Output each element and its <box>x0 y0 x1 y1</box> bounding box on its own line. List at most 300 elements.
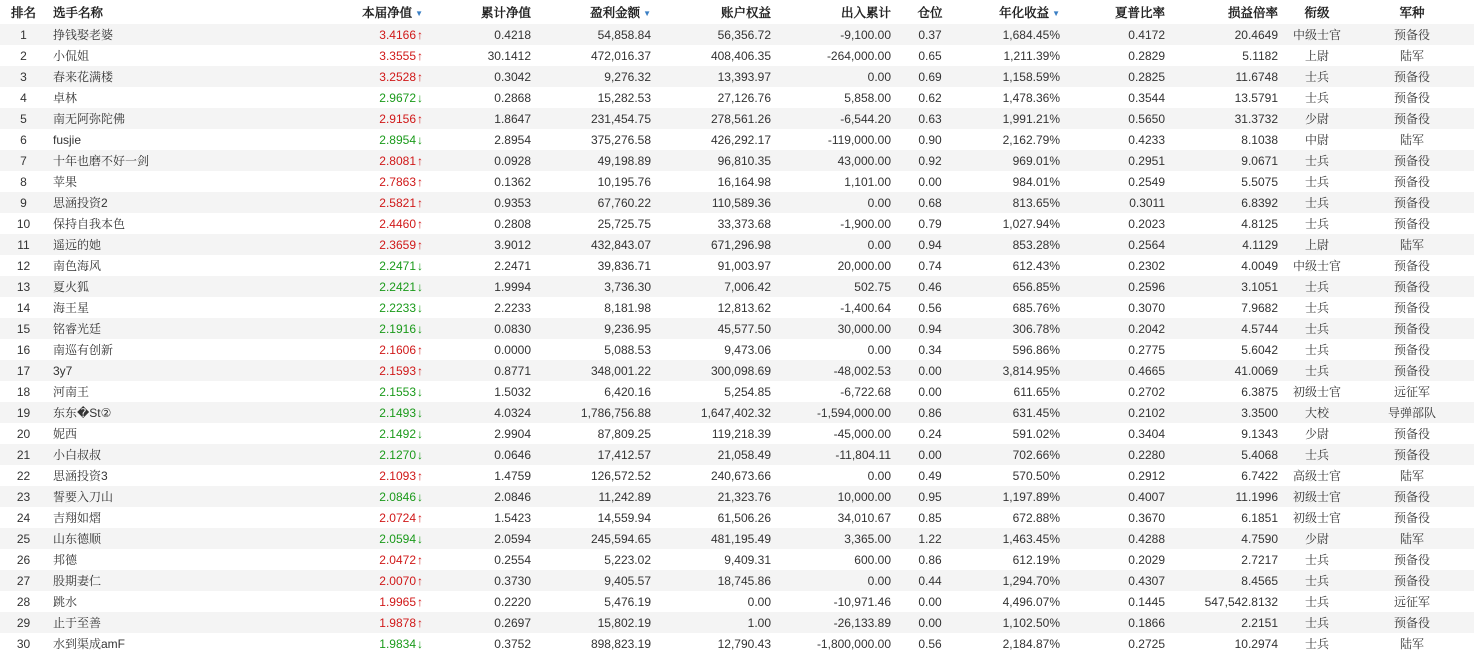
sharpe-cell: 0.4307 <box>1066 570 1171 591</box>
annual-return-cell: 1,158.59% <box>963 66 1066 87</box>
rank-title-cell: 士兵 <box>1284 591 1350 612</box>
pl-ratio-cell: 4.1129 <box>1171 234 1284 255</box>
position-cell: 0.65 <box>897 45 963 66</box>
branch-cell: 远征军 <box>1350 381 1474 402</box>
green-down-arrow-icon: ↓ <box>417 384 423 399</box>
rank-title-cell: 士兵 <box>1284 276 1350 297</box>
inout-cell: 0.00 <box>777 570 897 591</box>
position-cell: 0.86 <box>897 402 963 423</box>
current-nav-cell <box>247 87 429 108</box>
player-name-link[interactable]: 海王星 <box>47 297 247 318</box>
table-row[interactable] <box>0 507 1474 528</box>
red-up-arrow-icon: ↑ <box>417 111 423 126</box>
red-up-arrow-icon: ↑ <box>417 615 423 630</box>
table-row[interactable] <box>0 549 1474 570</box>
rank-cell: 27 <box>0 570 47 591</box>
player-name-link[interactable]: 夏火狐 <box>47 276 247 297</box>
branch-cell: 预备役 <box>1350 24 1474 45</box>
sort-desc-icon[interactable]: ▼ <box>415 9 423 19</box>
red-up-arrow-icon: ↑ <box>417 510 423 525</box>
current-nav-value: 2.1493 <box>379 405 416 420</box>
annual-return-cell: 612.43% <box>963 255 1066 276</box>
red-up-arrow-icon: ↑ <box>417 48 423 63</box>
branch-cell: 陆军 <box>1350 465 1474 486</box>
annual-return-cell: 591.02% <box>963 423 1066 444</box>
player-name-link[interactable]: 南无阿弥陀佛 <box>47 108 247 129</box>
player-name-link[interactable]: 邦德 <box>47 549 247 570</box>
cumulative-nav-cell: 1.5423 <box>429 507 537 528</box>
branch-cell: 陆军 <box>1350 234 1474 255</box>
sharpe-cell: 0.4233 <box>1066 129 1171 150</box>
player-name-link[interactable]: 南色海风 <box>47 255 247 276</box>
sharpe-cell: 0.2775 <box>1066 339 1171 360</box>
player-name-link[interactable]: 挣钱娶老婆 <box>47 24 247 45</box>
player-name-link[interactable]: 东东�St② <box>47 402 247 423</box>
sharpe-cell: 0.1866 <box>1066 612 1171 633</box>
sort-desc-icon[interactable]: ▼ <box>1052 9 1060 19</box>
green-down-arrow-icon: ↓ <box>417 636 423 651</box>
profit-cell: 9,405.57 <box>537 570 657 591</box>
player-name-link[interactable]: 保持自我本色 <box>47 213 247 234</box>
profit-cell: 1,786,756.88 <box>537 402 657 423</box>
current-nav-cell <box>247 234 429 255</box>
current-nav-value: 3.3555 <box>379 48 416 63</box>
table-row[interactable] <box>0 255 1474 276</box>
branch-cell: 陆军 <box>1350 528 1474 549</box>
rank-cell: 19 <box>0 402 47 423</box>
profit-cell: 17,412.57 <box>537 444 657 465</box>
branch-cell: 预备役 <box>1350 360 1474 381</box>
position-cell: 0.85 <box>897 507 963 528</box>
profit-cell: 9,236.95 <box>537 318 657 339</box>
profit-cell: 14,559.94 <box>537 507 657 528</box>
current-nav-cell <box>247 318 429 339</box>
table-row[interactable] <box>0 612 1474 633</box>
branch-cell: 预备役 <box>1350 486 1474 507</box>
position-cell: 0.00 <box>897 381 963 402</box>
rank-cell: 8 <box>0 171 47 192</box>
rank-cell: 14 <box>0 297 47 318</box>
sharpe-cell: 0.1445 <box>1066 591 1171 612</box>
table-row[interactable] <box>0 381 1474 402</box>
table-row[interactable] <box>0 66 1474 87</box>
pl-ratio-cell: 5.6042 <box>1171 339 1284 360</box>
cumulative-nav-cell: 2.2233 <box>429 297 537 318</box>
branch-cell: 预备役 <box>1350 276 1474 297</box>
position-cell: 0.90 <box>897 129 963 150</box>
branch-cell: 预备役 <box>1350 108 1474 129</box>
red-up-arrow-icon: ↑ <box>417 69 423 84</box>
profit-cell: 11,242.89 <box>537 486 657 507</box>
profit-cell: 245,594.65 <box>537 528 657 549</box>
profit-cell: 87,809.25 <box>537 423 657 444</box>
table-row[interactable] <box>0 465 1474 486</box>
red-up-arrow-icon: ↑ <box>417 594 423 609</box>
branch-cell: 预备役 <box>1350 549 1474 570</box>
branch-cell: 预备役 <box>1350 612 1474 633</box>
equity-cell: 408,406.35 <box>657 45 777 66</box>
position-cell: 0.37 <box>897 24 963 45</box>
rank-title-cell: 初级士官 <box>1284 381 1350 402</box>
header-current-nav[interactable]: 本届净值 ▼ <box>362 6 423 20</box>
pl-ratio-cell: 41.0069 <box>1171 360 1284 381</box>
position-cell: 0.63 <box>897 108 963 129</box>
branch-cell: 预备役 <box>1350 171 1474 192</box>
table-row[interactable] <box>0 24 1474 45</box>
header-annual-return[interactable]: 年化收益 ▼ <box>999 6 1060 20</box>
rank-title-cell: 士兵 <box>1284 213 1350 234</box>
current-nav-value: 1.9834 <box>379 636 416 651</box>
inout-cell: 0.00 <box>777 234 897 255</box>
table-row[interactable] <box>0 444 1474 465</box>
table-row[interactable] <box>0 633 1474 654</box>
cumulative-nav-cell: 0.0928 <box>429 150 537 171</box>
table-row[interactable] <box>0 234 1474 255</box>
annual-return-cell: 306.78% <box>963 318 1066 339</box>
cumulative-nav-cell: 0.3730 <box>429 570 537 591</box>
pl-ratio-cell: 20.4649 <box>1171 24 1284 45</box>
branch-cell: 预备役 <box>1350 339 1474 360</box>
pl-ratio-cell: 4.7590 <box>1171 528 1284 549</box>
annual-return-cell: 853.28% <box>963 234 1066 255</box>
table-row[interactable] <box>0 150 1474 171</box>
profit-cell: 375,276.58 <box>537 129 657 150</box>
header-profit[interactable]: 盈利金额 ▼ <box>590 6 651 20</box>
current-nav-cell <box>247 150 429 171</box>
current-nav-value: 2.5821 <box>379 195 416 210</box>
current-nav-cell <box>247 297 429 318</box>
cumulative-nav-cell: 0.3042 <box>429 66 537 87</box>
annual-return-cell: 969.01% <box>963 150 1066 171</box>
annual-return-cell: 1,027.94% <box>963 213 1066 234</box>
sharpe-cell: 0.3011 <box>1066 192 1171 213</box>
rank-cell: 16 <box>0 339 47 360</box>
current-nav-value: 2.1553 <box>379 384 416 399</box>
profit-cell: 8,181.98 <box>537 297 657 318</box>
current-nav-cell <box>247 528 429 549</box>
header-equity: 账户权益 <box>720 6 771 20</box>
pl-ratio-cell: 6.8392 <box>1171 192 1284 213</box>
equity-cell: 278,561.26 <box>657 108 777 129</box>
rank-title-cell: 高级士官 <box>1284 465 1350 486</box>
rank-title-cell: 士兵 <box>1284 444 1350 465</box>
rank-title-cell: 士兵 <box>1284 150 1350 171</box>
equity-cell: 16,164.98 <box>657 171 777 192</box>
rank-cell: 18 <box>0 381 47 402</box>
current-nav-value: 2.8081 <box>379 153 416 168</box>
pl-ratio-cell: 6.7422 <box>1171 465 1284 486</box>
table-row[interactable] <box>0 276 1474 297</box>
player-name-link[interactable]: 思涵投资2 <box>47 192 247 213</box>
cumulative-nav-cell: 1.9994 <box>429 276 537 297</box>
header-position: 仓位 <box>917 6 943 20</box>
inout-cell: -1,800,000.00 <box>777 633 897 654</box>
current-nav-value: 3.2528 <box>379 69 416 84</box>
player-name-link[interactable]: 止于至善 <box>47 612 247 633</box>
red-up-arrow-icon: ↑ <box>417 195 423 210</box>
player-name-link[interactable]: fusjie <box>47 129 247 150</box>
branch-cell: 预备役 <box>1350 507 1474 528</box>
annual-return-cell: 1,294.70% <box>963 570 1066 591</box>
table-row[interactable] <box>0 45 1474 66</box>
rank-cell: 26 <box>0 549 47 570</box>
rank-title-cell: 少尉 <box>1284 108 1350 129</box>
inout-cell: -1,400.64 <box>777 297 897 318</box>
current-nav-value: 2.0846 <box>379 489 416 504</box>
rank-title-cell: 士兵 <box>1284 570 1350 591</box>
profit-cell: 5,476.19 <box>537 591 657 612</box>
table-row[interactable] <box>0 171 1474 192</box>
sharpe-cell: 0.2549 <box>1066 171 1171 192</box>
equity-cell: 91,003.97 <box>657 255 777 276</box>
sharpe-cell: 0.2302 <box>1066 255 1171 276</box>
player-name-link[interactable]: 卓林 <box>47 87 247 108</box>
rank-cell: 4 <box>0 87 47 108</box>
profit-cell: 39,836.71 <box>537 255 657 276</box>
header-branch: 军种 <box>1399 6 1425 20</box>
table-row[interactable] <box>0 318 1474 339</box>
pl-ratio-cell: 5.4068 <box>1171 444 1284 465</box>
player-name-link[interactable]: 春来花满楼 <box>47 66 247 87</box>
header-row <box>0 0 1474 24</box>
header-inout: 出入累计 <box>840 6 891 20</box>
position-cell: 0.00 <box>897 360 963 381</box>
green-down-arrow-icon: ↓ <box>417 279 423 294</box>
inout-cell: -264,000.00 <box>777 45 897 66</box>
equity-cell: 21,323.76 <box>657 486 777 507</box>
rank-title-cell: 中级士官 <box>1284 24 1350 45</box>
inout-cell: 600.00 <box>777 549 897 570</box>
branch-cell: 预备役 <box>1350 570 1474 591</box>
current-nav-cell <box>247 255 429 276</box>
equity-cell: 18,745.86 <box>657 570 777 591</box>
current-nav-value: 2.2421 <box>379 279 416 294</box>
rank-title-cell: 中尉 <box>1284 129 1350 150</box>
profit-cell: 15,282.53 <box>537 87 657 108</box>
equity-cell: 12,813.62 <box>657 297 777 318</box>
sharpe-cell: 0.4288 <box>1066 528 1171 549</box>
cumulative-nav-cell: 0.2697 <box>429 612 537 633</box>
annual-return-cell: 631.45% <box>963 402 1066 423</box>
current-nav-cell <box>247 66 429 87</box>
equity-cell: 56,356.72 <box>657 24 777 45</box>
player-name-link[interactable]: 小侃姐 <box>47 45 247 66</box>
player-name-link[interactable]: 山东德顺 <box>47 528 247 549</box>
position-cell: 0.92 <box>897 150 963 171</box>
position-cell: 0.68 <box>897 192 963 213</box>
rank-cell: 25 <box>0 528 47 549</box>
profit-cell: 126,572.52 <box>537 465 657 486</box>
position-cell: 0.79 <box>897 213 963 234</box>
player-name-link[interactable]: 铭睿光廷 <box>47 318 247 339</box>
rank-title-cell: 士兵 <box>1284 87 1350 108</box>
equity-cell: 671,296.98 <box>657 234 777 255</box>
current-nav-value: 2.0724 <box>379 510 416 525</box>
green-down-arrow-icon: ↓ <box>417 405 423 420</box>
equity-cell: 0.00 <box>657 591 777 612</box>
equity-cell: 45,577.50 <box>657 318 777 339</box>
rank-cell: 13 <box>0 276 47 297</box>
pl-ratio-cell: 2.2151 <box>1171 612 1284 633</box>
pl-ratio-cell: 10.2974 <box>1171 633 1284 654</box>
annual-return-cell: 2,184.87% <box>963 633 1066 654</box>
table-row[interactable] <box>0 360 1474 381</box>
rank-title-cell: 上尉 <box>1284 234 1350 255</box>
table-row[interactable] <box>0 339 1474 360</box>
cumulative-nav-cell: 30.1412 <box>429 45 537 66</box>
rank-cell: 7 <box>0 150 47 171</box>
table-row[interactable] <box>0 129 1474 150</box>
profit-cell: 3,736.30 <box>537 276 657 297</box>
red-up-arrow-icon: ↑ <box>417 237 423 252</box>
red-up-arrow-icon: ↑ <box>417 174 423 189</box>
table-row[interactable] <box>0 108 1474 129</box>
cumulative-nav-cell: 2.0846 <box>429 486 537 507</box>
pl-ratio-cell: 2.7217 <box>1171 549 1284 570</box>
player-name-link[interactable]: 小白叔叔 <box>47 444 247 465</box>
rank-title-cell: 士兵 <box>1284 192 1350 213</box>
inout-cell: 5,858.00 <box>777 87 897 108</box>
rank-cell: 29 <box>0 612 47 633</box>
table-row[interactable] <box>0 591 1474 612</box>
current-nav-cell <box>247 45 429 66</box>
current-nav-cell <box>247 633 429 654</box>
rank-title-cell: 中级士官 <box>1284 255 1350 276</box>
cumulative-nav-cell: 0.0830 <box>429 318 537 339</box>
pl-ratio-cell: 4.0049 <box>1171 255 1284 276</box>
rank-cell: 24 <box>0 507 47 528</box>
current-nav-value: 2.0070 <box>379 573 416 588</box>
cumulative-nav-cell: 0.9353 <box>429 192 537 213</box>
equity-cell: 96,810.35 <box>657 150 777 171</box>
pl-ratio-cell: 3.1051 <box>1171 276 1284 297</box>
player-name-link[interactable]: 妮西 <box>47 423 247 444</box>
green-down-arrow-icon: ↓ <box>417 489 423 504</box>
table-row[interactable] <box>0 423 1474 444</box>
inout-cell: 0.00 <box>777 465 897 486</box>
player-name-link[interactable]: 股期妻仁 <box>47 570 247 591</box>
current-nav-cell <box>247 612 429 633</box>
annual-return-cell: 1,478.36% <box>963 87 1066 108</box>
annual-return-cell: 1,211.39% <box>963 45 1066 66</box>
sharpe-cell: 0.2042 <box>1066 318 1171 339</box>
player-name-link[interactable]: 吉翔如熠 <box>47 507 247 528</box>
table-row[interactable] <box>0 486 1474 507</box>
table-row[interactable] <box>0 402 1474 423</box>
player-name-link[interactable]: 十年也磨不好一剑 <box>47 150 247 171</box>
pl-ratio-cell: 8.4565 <box>1171 570 1284 591</box>
position-cell: 0.86 <box>897 549 963 570</box>
table-row[interactable] <box>0 297 1474 318</box>
current-nav-value: 2.8954 <box>379 132 416 147</box>
current-nav-cell <box>247 129 429 150</box>
profit-cell: 25,725.75 <box>537 213 657 234</box>
profit-cell: 67,760.22 <box>537 192 657 213</box>
current-nav-value: 2.1606 <box>379 342 416 357</box>
sort-desc-icon[interactable]: ▼ <box>643 9 651 19</box>
current-nav-cell <box>247 591 429 612</box>
current-nav-cell <box>247 444 429 465</box>
rank-cell: 9 <box>0 192 47 213</box>
rank-title-cell: 士兵 <box>1284 549 1350 570</box>
player-name-link[interactable]: 水到渠成amF <box>47 633 247 654</box>
table-row[interactable] <box>0 528 1474 549</box>
red-up-arrow-icon: ↑ <box>417 573 423 588</box>
equity-cell: 481,195.49 <box>657 528 777 549</box>
equity-cell: 12,790.43 <box>657 633 777 654</box>
player-name-link[interactable]: 3y7 <box>47 360 247 381</box>
player-name-link[interactable]: 跳水 <box>47 591 247 612</box>
rank-title-cell: 士兵 <box>1284 66 1350 87</box>
current-nav-cell <box>247 423 429 444</box>
rank-title-cell: 大校 <box>1284 402 1350 423</box>
equity-cell: 119,218.39 <box>657 423 777 444</box>
annual-return-cell: 1,102.50% <box>963 612 1066 633</box>
rank-cell: 30 <box>0 633 47 654</box>
player-name-link[interactable]: 思涵投资3 <box>47 465 247 486</box>
cumulative-nav-cell: 2.2471 <box>429 255 537 276</box>
profit-cell: 49,198.89 <box>537 150 657 171</box>
branch-cell: 陆军 <box>1350 129 1474 150</box>
profit-cell: 472,016.37 <box>537 45 657 66</box>
player-name-link[interactable]: 河南王 <box>47 381 247 402</box>
branch-cell: 预备役 <box>1350 318 1474 339</box>
table-row[interactable] <box>0 87 1474 108</box>
sharpe-cell: 0.2564 <box>1066 234 1171 255</box>
inout-cell: -11,804.11 <box>777 444 897 465</box>
table-row[interactable] <box>0 213 1474 234</box>
rank-title-cell: 初级士官 <box>1284 507 1350 528</box>
player-name-link[interactable]: 南巡有创新 <box>47 339 247 360</box>
table-row[interactable] <box>0 570 1474 591</box>
green-down-arrow-icon: ↓ <box>417 447 423 462</box>
profit-cell: 898,823.19 <box>537 633 657 654</box>
red-up-arrow-icon: ↑ <box>417 27 423 42</box>
pl-ratio-cell: 4.5744 <box>1171 318 1284 339</box>
player-name-link[interactable]: 苹果 <box>47 171 247 192</box>
annual-return-cell: 570.50% <box>963 465 1066 486</box>
cumulative-nav-cell: 2.8954 <box>429 129 537 150</box>
current-nav-cell <box>247 570 429 591</box>
cumulative-nav-cell: 1.4759 <box>429 465 537 486</box>
equity-cell: 426,292.17 <box>657 129 777 150</box>
equity-cell: 27,126.76 <box>657 87 777 108</box>
sharpe-cell: 0.2702 <box>1066 381 1171 402</box>
table-row[interactable] <box>0 192 1474 213</box>
player-name-link[interactable]: 遥远的她 <box>47 234 247 255</box>
current-nav-value: 2.9156 <box>379 111 416 126</box>
branch-cell: 预备役 <box>1350 423 1474 444</box>
inout-cell: -6,722.68 <box>777 381 897 402</box>
header-sharpe: 夏普比率 <box>1114 6 1165 20</box>
player-name-link[interactable]: 誓要入刀山 <box>47 486 247 507</box>
position-cell: 0.46 <box>897 276 963 297</box>
rank-cell: 1 <box>0 24 47 45</box>
annual-return-cell: 596.86% <box>963 339 1066 360</box>
sharpe-cell: 0.2725 <box>1066 633 1171 654</box>
cumulative-nav-cell: 2.9904 <box>429 423 537 444</box>
annual-return-cell: 1,197.89% <box>963 486 1066 507</box>
annual-return-cell: 685.76% <box>963 297 1066 318</box>
current-nav-cell <box>247 507 429 528</box>
inout-cell: 10,000.00 <box>777 486 897 507</box>
current-nav-value: 2.9672 <box>379 90 416 105</box>
profit-cell: 10,195.76 <box>537 171 657 192</box>
equity-cell: 5,254.85 <box>657 381 777 402</box>
rank-cell: 2 <box>0 45 47 66</box>
header-player-name: 选手名称 <box>53 6 104 20</box>
branch-cell: 预备役 <box>1350 150 1474 171</box>
